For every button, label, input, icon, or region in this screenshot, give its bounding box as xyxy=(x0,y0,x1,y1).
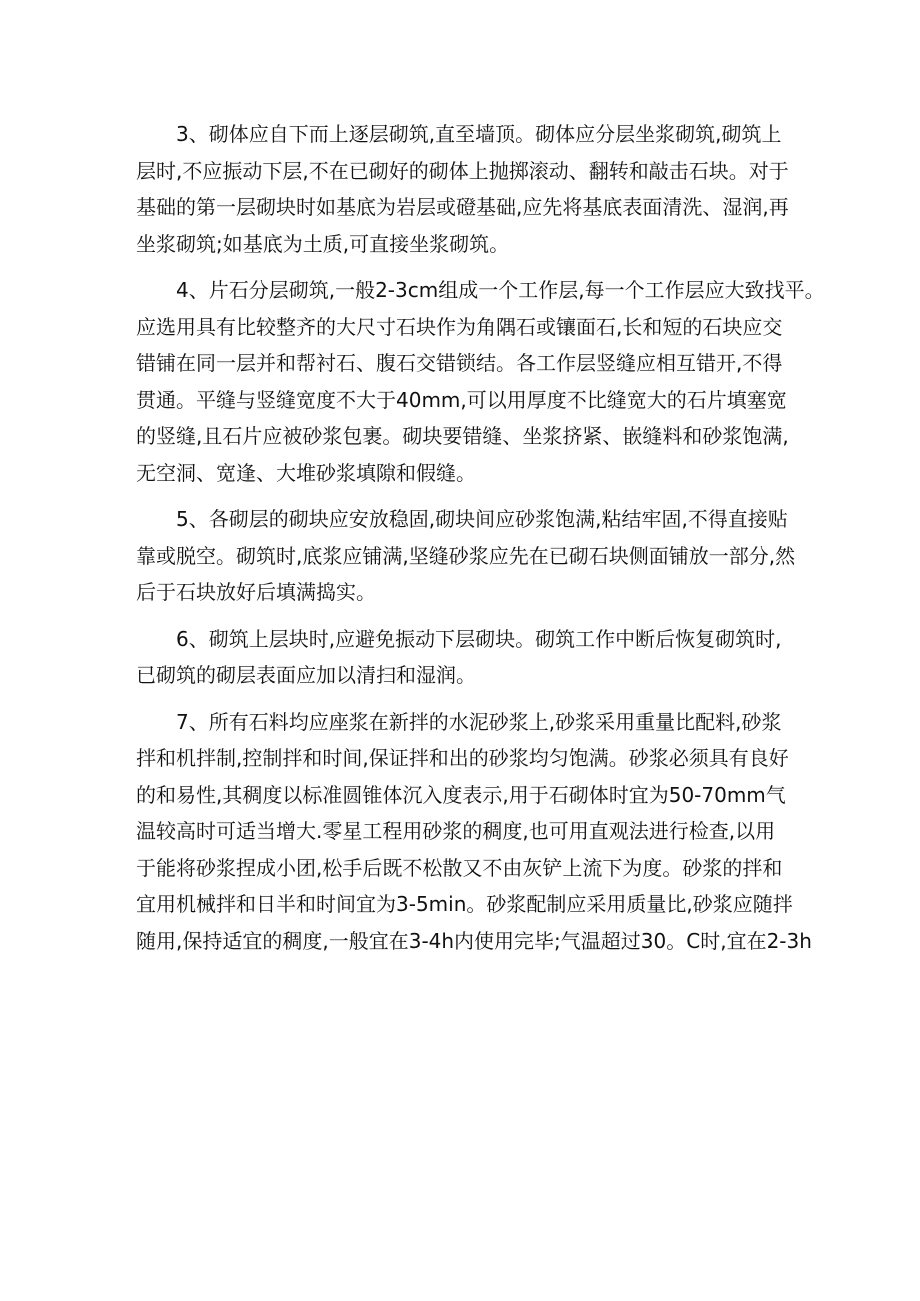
text-line: 3、砌体应自下而上逐层砌筑,直至墙顶。砌体应分层坐浆砌筑,砌筑上 xyxy=(176,122,782,146)
text-line: 的竖缝,且石片应被砂浆包裹。砌块要错缝、坐浆挤紧、嵌缝料和砂浆饱满, xyxy=(136,424,789,448)
text-line: 后于石块放好后填满捣实。 xyxy=(136,580,376,604)
text-line: 6、砌筑上层块时,应避免振动下层砌块。砌筑工作中断后恢复砌筑时, xyxy=(176,626,782,651)
text-line: 错铺在同一层并和帮衬石、腹石交错锁结。各工作层竖缝应相互错开,不得 xyxy=(136,351,783,375)
text-line: 于能将砂浆捏成小团,松手后既不松散又不由灰铲上流下为度。砂浆的拌和 xyxy=(136,855,783,880)
text-line: 无空洞、宽逢、大堆砂浆填隙和假缝。 xyxy=(136,460,476,485)
paragraph-5 xyxy=(136,501,796,611)
text-line: 应选用具有比较整齐的大尺寸石块作为角隅石或镶面石,长和短的石块应交 xyxy=(136,314,783,339)
text-line: 宜用机械拌和日半和时间宜为3-5min。砂浆配制应采用质量比,砂浆应随拌 xyxy=(136,892,793,916)
text-line: 7、所有石料均应座浆在新拌的水泥砂浆上,砂浆采用重量比配料,砂浆 xyxy=(176,709,782,734)
text-line: 温较高时可适当增大.零星工程用砂浆的稠度,也可用直观法进行检查,以用 xyxy=(136,819,776,843)
text-line: 随用,保持适宜的稠度,一般宜在3-4h内使用完毕;气温超过30。C时,宜在2-3h xyxy=(136,928,812,953)
text-line: 靠或脱空。砌筑时,底浆应铺满,坚缝砂浆应先在已砌石块侧面铺放一部分,然 xyxy=(136,543,796,568)
text-line: 的和易性,其稠度以标准圆锥体沉入度表示,用于石砌体时宜为50-70mm气 xyxy=(136,782,786,807)
paragraph-6 xyxy=(136,621,786,694)
text-line: 贯通。平缝与竖缝宽度不大于40mm,可以用厚度不比缝宽大的石片填塞宽 xyxy=(136,387,787,412)
text-line: 5、各砌层的砌块应安放稳固,砌块间应砂浆饱满,粘结牢固,不得直接贴 xyxy=(176,507,788,531)
paragraph-4 xyxy=(136,272,825,491)
text-line: 层时,不应振动下层,不在已砌好的砌体上抛掷滚动、翻转和敲击石块。对于 xyxy=(136,158,789,183)
text-line: 基础的第一层砌块时如基底为岩层或磴基础,应先将基底表面清洗、湿润,再 xyxy=(136,195,789,219)
paragraph-3 xyxy=(136,116,789,262)
text-line: 坐浆砌筑;如基底为土质,可直接坐浆砌筑。 xyxy=(136,231,510,256)
text-line: 拌和机拌制,控制拌和时间,保证拌和出的砂浆均匀饱满。砂浆必须具有良好 xyxy=(136,746,789,770)
text-line: 已砌筑的砌层表面应加以清扫和湿润。 xyxy=(136,663,476,687)
text-line: 4、片石分层砌筑,一般2-3cm组成一个工作层,每一个工作层应大致找平。 xyxy=(176,278,825,302)
paragraph-7 xyxy=(136,704,812,960)
document-body xyxy=(136,116,825,969)
